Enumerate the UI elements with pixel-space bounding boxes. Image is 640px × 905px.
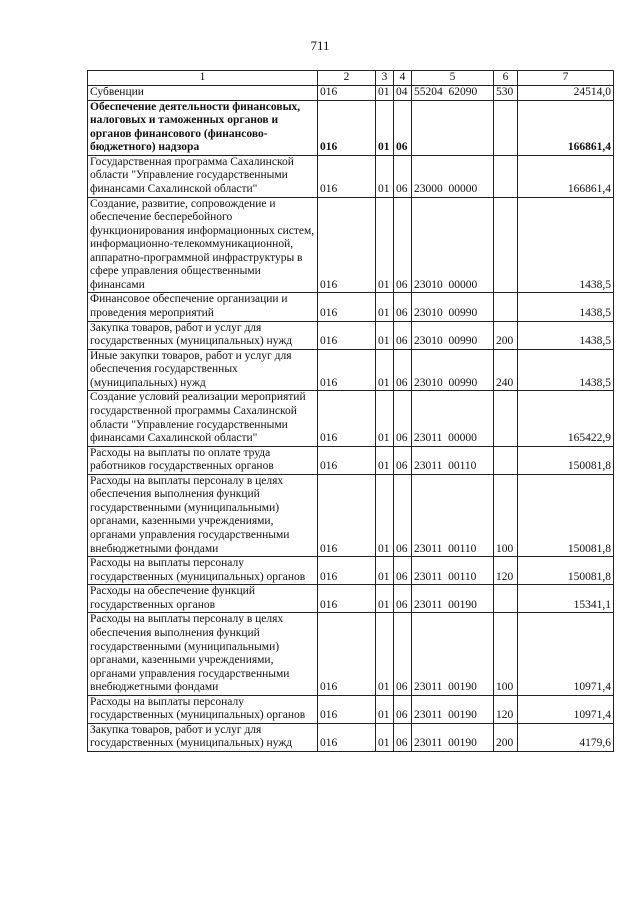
row-code-expense-type [494, 391, 518, 446]
row-code-admin: 016 [318, 155, 376, 197]
row-name: Расходы на выплаты персоналу в целях обеспечения выполнения функций государственными (муниципальными) органами, казенными учреждениями, органами управления государственными внебюджетными фондами [88, 474, 318, 556]
row-code-admin: 016 [318, 474, 376, 556]
row-code-target: 23011 00190 [412, 613, 494, 695]
row-code-target: 23011 00190 [412, 723, 494, 751]
table-row [88, 100, 614, 155]
row-name: Создание условий реализации мероприятий государственной программы Сахалинской области "Управление государственными финансами Сахалинской области" [88, 391, 318, 446]
row-name: Закупка товаров, работ и услуг для государственных (муниципальных) нужд [88, 321, 318, 349]
row-code-subsection: 06 [394, 557, 412, 585]
row-code-target: 23000 00000 [412, 155, 494, 197]
row-code-section: 01 [376, 86, 394, 101]
row-code-subsection: 06 [394, 155, 412, 197]
row-code-expense-type: 530 [494, 86, 518, 101]
row-code-expense-type [494, 585, 518, 613]
row-name: Создание, развитие, сопровождение и обеспечение бесперебойного функционирования информационных систем, информационно-телекоммуникационной, аппаратно-программной инфраструктуры в сфере управления общественными финансами [88, 197, 318, 293]
row-code-subsection: 06 [394, 474, 412, 556]
row-code-admin: 016 [318, 557, 376, 585]
table-row [88, 197, 614, 293]
row-code-section: 01 [376, 349, 394, 391]
table-row [88, 613, 614, 695]
row-code-expense-type [494, 293, 518, 321]
row-code-subsection: 06 [394, 349, 412, 391]
row-amount: 1438,5 [518, 321, 614, 349]
row-name: Расходы на выплаты персоналу государственных (муниципальных) органов [88, 557, 318, 585]
table-header-row [88, 71, 614, 86]
row-code-section: 01 [376, 293, 394, 321]
row-name: Государственная программа Сахалинской области "Управление государственными финансами Сахалинской области" [88, 155, 318, 197]
table-row [88, 155, 614, 197]
header-cell: 4 [394, 71, 412, 86]
row-amount: 1438,5 [518, 197, 614, 293]
table-row [88, 695, 614, 723]
row-amount: 166861,4 [518, 100, 614, 155]
row-code-target: 23011 00000 [412, 391, 494, 446]
row-code-admin: 016 [318, 695, 376, 723]
row-code-admin: 016 [318, 723, 376, 751]
table-row [88, 321, 614, 349]
row-amount: 166861,4 [518, 155, 614, 197]
table-row [88, 557, 614, 585]
row-amount: 150081,8 [518, 446, 614, 474]
row-code-admin: 016 [318, 391, 376, 446]
row-code-subsection: 06 [394, 723, 412, 751]
row-code-subsection: 06 [394, 321, 412, 349]
row-amount: 150081,8 [518, 557, 614, 585]
row-name: Финансовое обеспечение организации и проведения мероприятий [88, 293, 318, 321]
row-code-expense-type: 200 [494, 723, 518, 751]
row-code-subsection: 06 [394, 695, 412, 723]
row-code-subsection: 06 [394, 391, 412, 446]
row-code-expense-type: 100 [494, 474, 518, 556]
row-code-target: 23011 00110 [412, 474, 494, 556]
row-name: Закупка товаров, работ и услуг для государственных (муниципальных) нужд [88, 723, 318, 751]
row-code-target: 23011 00110 [412, 557, 494, 585]
row-code-admin: 016 [318, 613, 376, 695]
row-code-expense-type: 120 [494, 557, 518, 585]
row-code-expense-type [494, 100, 518, 155]
row-code-section: 01 [376, 557, 394, 585]
row-code-section: 01 [376, 446, 394, 474]
row-name: Обеспечение деятельности финансовых, налоговых и таможенных органов и органов финансового (финансово-бюджетного) надзора [88, 100, 318, 155]
row-code-section: 01 [376, 155, 394, 197]
row-code-target [412, 100, 494, 155]
table-row [88, 391, 614, 446]
row-name: Расходы на обеспечение функций государственных органов [88, 585, 318, 613]
header-cell: 2 [318, 71, 376, 86]
page-number: 711 [310, 38, 330, 53]
row-code-target: 23010 00990 [412, 321, 494, 349]
row-name: Расходы на выплаты персоналу в целях обеспечения выполнения функций государственными (муниципальными) органами, казенными учреждениями, органами управления государственными внебюджетными фондами [88, 613, 318, 695]
row-code-target: 23010 00000 [412, 197, 494, 293]
table-row [88, 446, 614, 474]
row-code-admin: 016 [318, 86, 376, 101]
row-name: Расходы на выплаты персоналу государственных (муниципальных) органов [88, 695, 318, 723]
row-code-expense-type [494, 155, 518, 197]
row-code-subsection: 06 [394, 446, 412, 474]
row-code-admin: 016 [318, 349, 376, 391]
row-code-expense-type: 120 [494, 695, 518, 723]
row-code-subsection: 06 [394, 613, 412, 695]
row-code-admin: 016 [318, 446, 376, 474]
table-row [88, 723, 614, 751]
row-code-expense-type [494, 446, 518, 474]
row-code-section: 01 [376, 613, 394, 695]
row-code-expense-type: 100 [494, 613, 518, 695]
row-code-section: 01 [376, 100, 394, 155]
row-code-target: 23011 00110 [412, 446, 494, 474]
row-amount: 15341,1 [518, 585, 614, 613]
row-code-admin: 016 [318, 585, 376, 613]
row-amount: 1438,5 [518, 349, 614, 391]
row-code-admin: 016 [318, 100, 376, 155]
row-code-admin: 016 [318, 321, 376, 349]
row-code-admin: 016 [318, 197, 376, 293]
row-amount: 150081,8 [518, 474, 614, 556]
table-row [88, 349, 614, 391]
row-code-expense-type [494, 197, 518, 293]
row-code-subsection: 06 [394, 100, 412, 155]
row-code-section: 01 [376, 474, 394, 556]
row-code-section: 01 [376, 723, 394, 751]
row-code-admin: 016 [318, 293, 376, 321]
row-amount: 10971,4 [518, 695, 614, 723]
row-code-section: 01 [376, 695, 394, 723]
row-amount: 1438,5 [518, 293, 614, 321]
row-code-target: 23011 00190 [412, 695, 494, 723]
row-amount: 10971,4 [518, 613, 614, 695]
row-name: Субвенции [88, 86, 318, 101]
row-amount: 4179,6 [518, 723, 614, 751]
header-cell: 1 [88, 71, 318, 86]
header-cell: 5 [412, 71, 494, 86]
row-code-target: 55204 62090 [412, 86, 494, 101]
budget-table [87, 70, 614, 752]
table-row [88, 474, 614, 556]
header-cell: 6 [494, 71, 518, 86]
row-name: Расходы на выплаты по оплате труда работников государственных органов [88, 446, 318, 474]
row-code-section: 01 [376, 585, 394, 613]
row-code-subsection: 06 [394, 293, 412, 321]
table-row [88, 585, 614, 613]
row-amount: 24514,0 [518, 86, 614, 101]
row-code-expense-type: 200 [494, 321, 518, 349]
row-code-subsection: 06 [394, 585, 412, 613]
row-name: Иные закупки товаров, работ и услуг для обеспечения государственных (муниципальных) нужд [88, 349, 318, 391]
row-code-target: 23010 00990 [412, 293, 494, 321]
row-code-section: 01 [376, 197, 394, 293]
row-code-target: 23011 00190 [412, 585, 494, 613]
row-code-subsection: 04 [394, 86, 412, 101]
row-code-expense-type: 240 [494, 349, 518, 391]
table-row [88, 293, 614, 321]
row-code-target: 23010 00990 [412, 349, 494, 391]
row-code-section: 01 [376, 391, 394, 446]
header-cell: 3 [376, 71, 394, 86]
row-code-section: 01 [376, 321, 394, 349]
table-row [88, 86, 614, 101]
row-code-subsection: 06 [394, 197, 412, 293]
row-amount: 165422,9 [518, 391, 614, 446]
header-cell: 7 [518, 71, 614, 86]
